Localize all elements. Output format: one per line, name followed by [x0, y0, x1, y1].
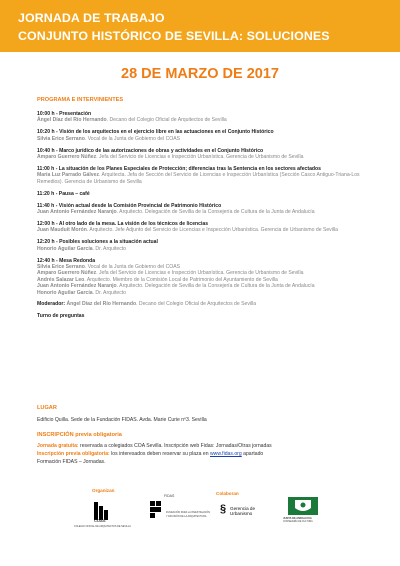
speaker-name: Ángel Díaz del Río Hernando [37, 117, 107, 124]
fidas-sub: FUNDACIÓN PARA LA INVESTIGACIÓN Y DIFUSIÓN DE LA ARQUITECTURA [166, 511, 210, 518]
speaker [37, 227, 369, 233]
speaker-name: Andrés Salazar Leo [37, 276, 85, 283]
speaker-role: . Arquitecto. Delegación de Sevilla de la Consejería de Cultura de la Junta de Andalucía [116, 283, 315, 290]
speaker [37, 290, 369, 296]
program-item [37, 221, 369, 234]
junta-logo [280, 497, 330, 527]
coas-sub: COLEGIO OFICIAL DE ARQUITECTOS DE SEVILLA [74, 525, 131, 528]
program-item [37, 111, 369, 124]
speaker-role: . Arquitecto. Delegación de Sevilla de la Consejería de Cultura de la Junta de Andalucía [116, 208, 315, 215]
program-item-title: 11:20 h - Pausa – café [37, 190, 90, 197]
event-date: 28 DE MARZO DE 2017 [121, 66, 279, 82]
header-subtitle: CONJUNTO HISTÓRICO DE SEVILLA: SOLUCIONES [18, 29, 330, 43]
program-item [37, 129, 369, 142]
program-item [37, 313, 369, 319]
inscripcion-line-2 [37, 451, 367, 457]
obligatoria-after: apartado [241, 451, 264, 457]
program-item-title: 12:40 h - Mesa Redonda [37, 257, 96, 264]
speaker [37, 246, 369, 252]
gratuita-label: Jornada gratuita: [37, 443, 79, 449]
gerencia-name: Gerencia de Urbanismo [230, 506, 256, 516]
speaker-role: . Jefa del Servicio de Licencias e Inspección Urbanística. Gerencia de Urbanismo de Sevilla [96, 154, 304, 161]
program-item [37, 166, 369, 185]
speaker-role: . Arquitecto. Miembro de la Comisión Local de Patrimonio del Ayuntamiento de Sevilla [84, 276, 278, 283]
junta-name: JUNTA DE ANDALUCIA [283, 517, 312, 520]
obligatoria-text: los interesados deben reservar su plaza en [109, 451, 210, 457]
fidas-logo-icon [150, 501, 164, 519]
program-item [37, 301, 369, 307]
inscripcion-line-3: Formación FIDAS – Jornadas. [37, 459, 106, 465]
program-list [37, 111, 369, 325]
fidas-link[interactable]: www.fidas.org [210, 451, 242, 457]
speaker [37, 154, 369, 160]
program-item-title: 10:40 h - Marco jurídico de las autorizaciones de obras y actividades en el Conjunto Histórico [37, 147, 264, 154]
speaker-name: Juan Antonio Fernández Naranjo [37, 283, 117, 290]
speaker-name: Amparo Guerrero Núñez [37, 270, 97, 277]
speaker-role: . Dr. Arquitecto [92, 289, 126, 296]
colaboran-label: Colaboran [216, 491, 239, 496]
junta-shield-icon [288, 497, 318, 515]
moderator-role: . Decano del Colegio Oficial de Arquitectos de Sevilla [136, 301, 257, 308]
speaker-role: . Vocal de la Junta de Gobierno del COAS [84, 263, 181, 270]
speaker-role: . Arquitecta. Jefa de Sección del Servicio de Licencias e Inspección Urbanística (Sección Casco Antiguo-Triana-Los Remedios). Gerencia de Urbanismo de Sevilla [37, 172, 360, 185]
junta-sub: CONSEJERÍA DE CULTURA [283, 521, 313, 523]
program-item-title: 10:20 h - Visión de los arquitectos en el ejercicio libre en las actuaciones en el Conjunto Histórico [37, 129, 274, 136]
coas-logo [74, 500, 131, 530]
program-item-title: 11:00 h - La situación de los Planes Especiales de Protección; diferencias tras la Sentencia en los sectores afectados [37, 165, 321, 172]
coas-name: COAS [94, 518, 106, 523]
lugar-heading: LUGAR [37, 405, 57, 411]
program-item-title: 11:40 h - Visión actual desde la Comisión Provincial de Patrimonio Histórico [37, 202, 222, 209]
program-item [37, 191, 369, 197]
organizan-label: Organizan [92, 488, 115, 493]
program-item-title: Turno de preguntas [37, 313, 85, 320]
speaker-name: Juan Antonio Fernández Naranjo [37, 208, 117, 215]
gratuita-text: reservada a colegiados COA Sevilla. Inscripción web Fidas: Jornadas/Otras jornadas [78, 443, 272, 449]
speaker-role: . Dr. Arquitecto [92, 245, 126, 252]
speaker [37, 117, 369, 123]
speaker-role: . Jefa del Servicio de Licencias e Inspección Urbanística. Gerencia de Urbanismo de Sevilla [96, 270, 304, 277]
program-item-title [37, 301, 369, 307]
speaker-name: Silvia Erice Serrano [37, 263, 85, 270]
gerencia-logo-icon: § [220, 503, 227, 515]
speaker-name: Honorio Aguilar García [37, 245, 93, 252]
program-item-title: 12:20 h - Posibles soluciones a la situación actual [37, 239, 158, 246]
program-item [37, 148, 369, 161]
lugar-text: Edificio Quilla. Sede de la Fundación FIDAS. Avda. Marie Curie nº3. Sevilla [37, 417, 207, 423]
speaker-name: Honorio Aguilar García [37, 289, 93, 296]
speaker-name: Juan Mauduit Morón [37, 227, 87, 234]
fidas-logo [150, 495, 210, 527]
moderator-name: Ángel Díaz del Río Hernando [66, 301, 137, 308]
gerencia-logo [220, 503, 270, 525]
header-title: JORNADA DE TRABAJO [18, 11, 165, 25]
moderator-label: Moderador: [37, 301, 67, 308]
speaker-role: . Decano del Colegio Oficial de Arquitectos de Sevilla [106, 117, 227, 124]
obligatoria-label: Inscripción previa obligatoria: [37, 451, 110, 457]
fidas-name: FIDAS [164, 494, 175, 498]
program-item-title: 10:00 h - Presentación [37, 111, 92, 117]
program-item [37, 239, 369, 252]
inscripcion-heading: INSCRIPCIÓN previa obligatoria [37, 432, 122, 438]
inscripcion-line-1 [37, 443, 367, 449]
speaker-role: . Arquitecto. Jefe Adjunto del Servicio de Licencias e Inspección Urbanística. Gerencia de Urbanismo de Sevilla [86, 227, 338, 234]
speaker-role: . Vocal de la Junta de Gobierno del COAS [84, 135, 181, 142]
program-item [37, 258, 369, 296]
speaker-name: María Luz Parrado Gálvez [37, 172, 99, 179]
speaker-name: Silvia Erice Serrano [37, 135, 85, 142]
program-heading: PROGRAMA E INTERVINIENTES [37, 97, 124, 103]
program-item [37, 203, 369, 216]
speaker [37, 209, 369, 215]
speaker-name: Amparo Guerrero Núñez [37, 154, 97, 161]
speaker [37, 172, 369, 185]
header-banner [0, 0, 400, 52]
program-item-title: 12:00 h - Al otro lado de la mesa. La visión de los técnicos de licencias [37, 220, 209, 227]
speaker [37, 136, 369, 142]
